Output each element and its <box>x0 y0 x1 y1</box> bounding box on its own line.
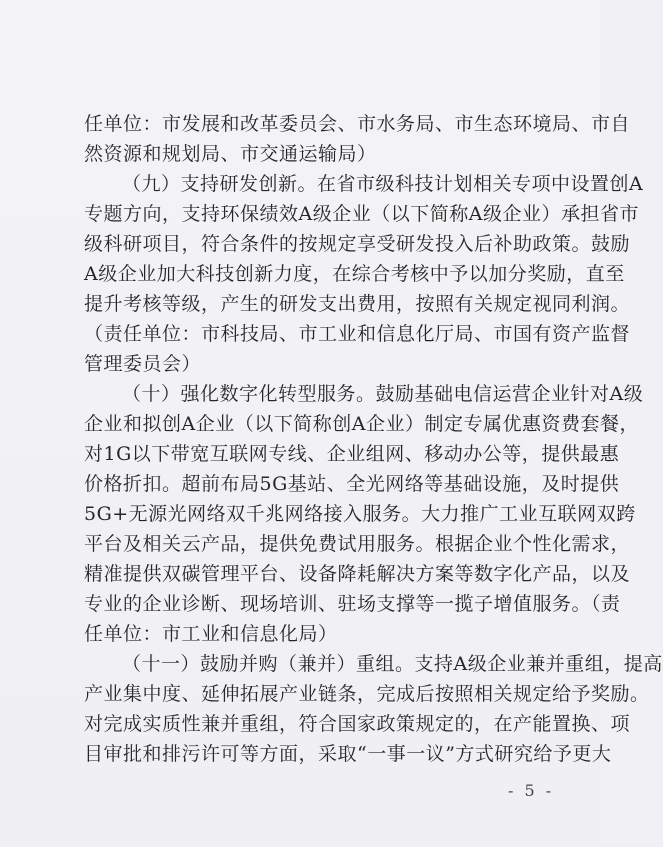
body-text <box>84 109 663 769</box>
text-line: 任单位：市发展和改革委员会、市水务局、市生态环境局、市自 <box>84 113 631 135</box>
text-line: 产业集中度、延伸拓展产业链条，完成后按照相关规定给予奖励。 <box>84 683 650 705</box>
text-line: 对完成实质性兼并重组，符合国家政策规定的，在产能置换、项 <box>84 713 631 735</box>
text-line: 提升考核等级，产生的研发支出费用，按照有关规定视同利润。 <box>84 293 631 315</box>
text-line: 平台及相关云产品，提供免费试用服务。根据企业个性化需求， <box>84 533 631 555</box>
text-line: 任单位：市工业和信息化局） <box>84 623 338 645</box>
text-line: 级科研项目，符合条件的按规定享受研发投入后补助政策。鼓励 <box>84 233 631 255</box>
text-line: 精准提供双碳管理平台、设备降耗解决方案等数字化产品，以及 <box>84 563 631 585</box>
text-line: 价格折扣。超前布局5G基站、全光网络等基础设施，及时提供 <box>84 473 620 495</box>
page-number: - 5 - <box>508 781 555 800</box>
text-line: A级企业加大科技创新力度，在综合考核中予以加分奖励，直至 <box>84 263 625 285</box>
text-line: 企业和拟创A企业（以下简称创A企业）制定专属优惠资费套餐， <box>84 413 639 435</box>
section-heading-line: （九）支持研发创新。在省市级科技计划相关专项中设置创A <box>122 173 644 195</box>
text-line: 对1G以下带宽互联网专线、企业组网、移动办公等，提供最惠 <box>84 443 620 465</box>
section-heading-line: （十）强化数字化转型服务。鼓励基础电信运营企业针对A级 <box>122 383 644 405</box>
text-line: 5G+无源光网络双千兆网络接入服务。大力推广工业互联网双跨 <box>84 503 636 525</box>
text-line: 专题方向，支持环保绩效A级企业（以下简称A级企业）承担省市 <box>84 203 639 225</box>
text-line: 专业的企业诊断、现场培训、驻场支撑等一揽子增值服务。（责 <box>84 593 621 615</box>
text-line: （责任单位：市科技局、市工业和信息化厅局、市国有资产监督 <box>84 323 631 345</box>
text-line: 目审批和排污许可等方面，采取“一事一议”方式研究给予更大 <box>84 743 612 765</box>
text-line: 管理委员会） <box>84 353 202 375</box>
text-line: 然资源和规划局、市交通运输局） <box>84 143 377 165</box>
section-heading-line: （十一）鼓励并购（兼并）重组。支持A级企业兼并重组，提高 <box>122 653 663 675</box>
